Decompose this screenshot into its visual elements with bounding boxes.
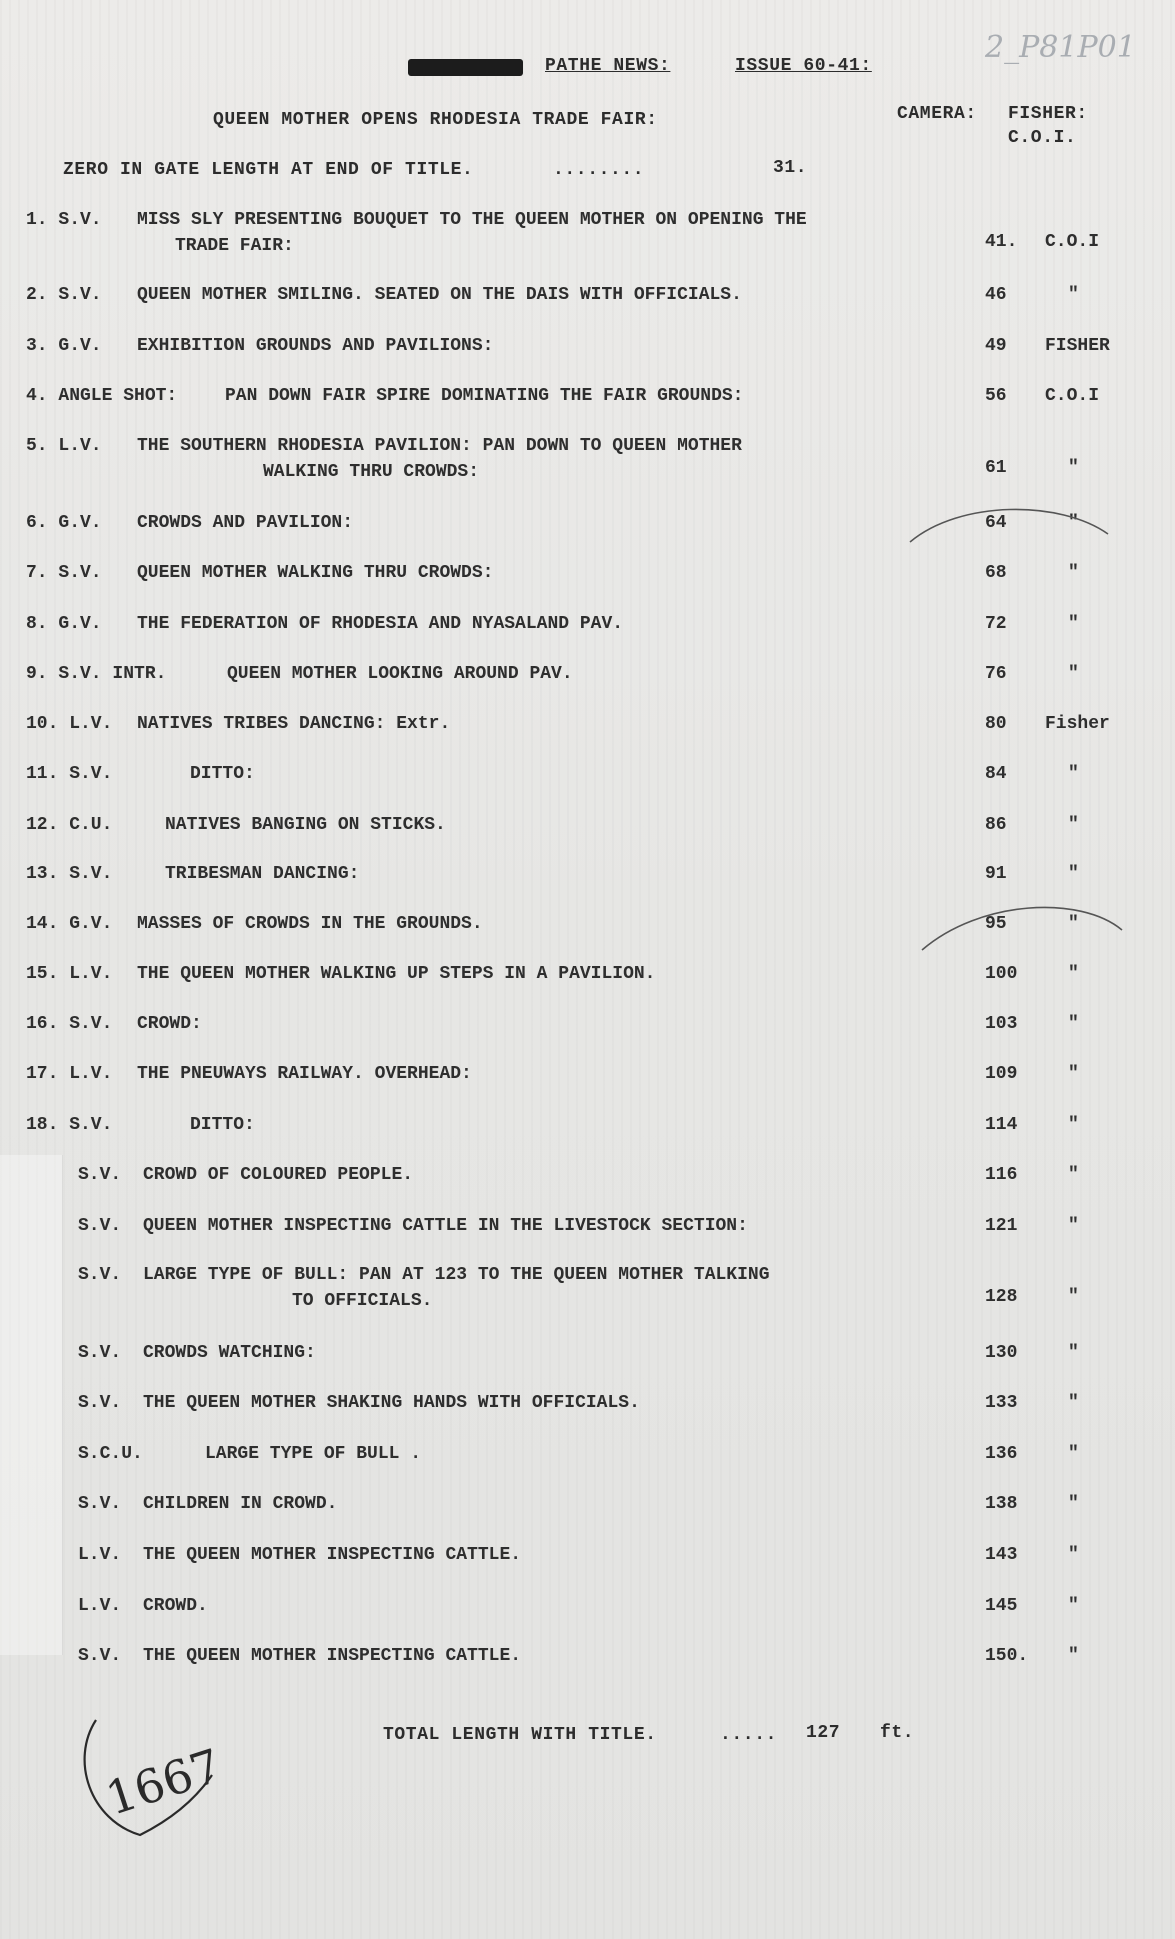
shot-length: 143: [985, 1545, 1018, 1565]
zero-line-value: 31.: [773, 158, 808, 178]
shot-description: NATIVES TRIBES DANCING: Extr.: [137, 714, 451, 734]
shot-camera: ": [1068, 1064, 1079, 1084]
shot-length: 138: [985, 1494, 1018, 1514]
shot-description: THE FEDERATION OF RHODESIA AND NYASALAND PAV.: [137, 614, 624, 634]
shot-code: S.V.: [78, 1646, 122, 1666]
shot-description: DITTO:: [190, 1115, 255, 1135]
shot-code: 9. S.V. INTR.: [26, 664, 167, 684]
shot-length: 72: [985, 614, 1007, 634]
shot-code: 13. S.V.: [26, 864, 113, 884]
pencil-arc-1: [910, 509, 1108, 542]
shot-camera: ": [1068, 1014, 1079, 1034]
shot-code: 6. G.V.: [26, 513, 102, 533]
shot-length: 56: [985, 386, 1007, 406]
shot-camera: ": [1068, 964, 1079, 984]
shot-camera: ": [1068, 1115, 1079, 1135]
shot-description: MISS SLY PRESENTING BOUQUET TO THE QUEEN MOTHER ON OPENING THE: [137, 210, 807, 230]
shot-camera: ": [1068, 285, 1079, 305]
camera-name-2: C.O.I.: [1008, 128, 1077, 148]
shot-length: 133: [985, 1393, 1018, 1413]
shot-camera: ": [1068, 563, 1079, 583]
shot-camera: ": [1068, 664, 1079, 684]
shot-camera: ": [1068, 1494, 1079, 1514]
shot-description: MASSES OF CROWDS IN THE GROUNDS.: [137, 914, 483, 934]
shot-description: CROWD:: [137, 1014, 202, 1034]
shot-code: 8. G.V.: [26, 614, 102, 634]
shot-description: CROWDS AND PAVILION:: [137, 513, 354, 533]
shot-code: 3. G.V.: [26, 336, 102, 356]
story-title: QUEEN MOTHER OPENS RHODESIA TRADE FAIR:: [213, 110, 658, 130]
shot-description: QUEEN MOTHER LOOKING AROUND PAV.: [227, 664, 573, 684]
shot-camera: ": [1068, 1444, 1079, 1464]
shot-description: DITTO:: [190, 764, 255, 784]
shot-length: 136: [985, 1444, 1018, 1464]
shot-description: THE QUEEN MOTHER WALKING UP STEPS IN A PAVILION.: [137, 964, 656, 984]
shot-code: S.V.: [78, 1393, 122, 1413]
shot-code: 1. S.V.: [26, 210, 102, 230]
shot-length: 130: [985, 1343, 1018, 1363]
shot-code: 4. ANGLE SHOT:: [26, 386, 178, 406]
shot-camera: ": [1068, 1343, 1079, 1363]
shot-code: S.V.: [78, 1343, 122, 1363]
shot-code: 12. C.U.: [26, 815, 113, 835]
shot-camera: ": [1068, 1545, 1079, 1565]
shot-description: CROWD OF COLOURED PEOPLE.: [143, 1165, 414, 1185]
shot-description: CROWD.: [143, 1596, 208, 1616]
shot-length: 145: [985, 1596, 1018, 1616]
shot-camera: C.O.I: [1045, 232, 1100, 252]
zero-line-label: ZERO IN GATE LENGTH AT END OF TITLE.: [63, 160, 474, 180]
shot-code: 10. L.V.: [26, 714, 113, 734]
shot-description-continued: TO OFFICIALS.: [292, 1291, 433, 1311]
total-length-label: TOTAL LENGTH WITH TITLE.: [383, 1725, 657, 1745]
shot-description: QUEEN MOTHER WALKING THRU CROWDS:: [137, 563, 494, 583]
shot-length: 84: [985, 764, 1007, 784]
shot-length: 128: [985, 1287, 1018, 1307]
shot-length: 116: [985, 1165, 1018, 1185]
shot-description-continued: WALKING THRU CROWDS:: [263, 462, 480, 482]
shot-length: 64: [985, 513, 1007, 533]
shot-length: 121: [985, 1216, 1018, 1236]
shot-code: S.V.: [78, 1494, 122, 1514]
camera-label: CAMERA:: [897, 104, 977, 124]
shot-length: 95: [985, 914, 1007, 934]
shot-length: 68: [985, 563, 1007, 583]
shot-length: 80: [985, 714, 1007, 734]
shot-description: LARGE TYPE OF BULL .: [205, 1444, 422, 1464]
shot-length: 41.: [985, 232, 1018, 252]
shot-code: 7. S.V.: [26, 563, 102, 583]
shot-length: 103: [985, 1014, 1018, 1034]
shot-description: CROWDS WATCHING:: [143, 1343, 316, 1363]
issue-label: ISSUE 60-41:: [735, 56, 872, 76]
shot-camera: ": [1068, 1393, 1079, 1413]
shot-camera: ": [1068, 1216, 1079, 1236]
shot-code: 14. G.V.: [26, 914, 113, 934]
reel-circle-stroke: [85, 1720, 212, 1835]
shot-camera: ": [1068, 458, 1079, 478]
shot-description: PAN DOWN FAIR SPIRE DOMINATING THE FAIR GROUNDS:: [225, 386, 744, 406]
shot-description: THE QUEEN MOTHER INSPECTING CATTLE.: [143, 1545, 522, 1565]
shot-code: 17. L.V.: [26, 1064, 113, 1084]
shot-code: L.V.: [78, 1545, 122, 1565]
shot-code: S.V.: [78, 1165, 122, 1185]
shot-description: THE QUEEN MOTHER INSPECTING CATTLE.: [143, 1646, 522, 1666]
shot-camera: Fisher: [1045, 714, 1110, 734]
shot-description: QUEEN MOTHER INSPECTING CATTLE IN THE LIVESTOCK SECTION:: [143, 1216, 748, 1236]
shot-length: 49: [985, 336, 1007, 356]
shot-camera: ": [1068, 1596, 1079, 1616]
shot-length: 109: [985, 1064, 1018, 1084]
shot-camera: ": [1068, 513, 1079, 533]
shot-description: QUEEN MOTHER SMILING. SEATED ON THE DAIS WITH OFFICIALS.: [137, 285, 742, 305]
zero-line-dots: ........: [553, 160, 645, 180]
shot-length: 150.: [985, 1646, 1029, 1666]
shot-code: 18. S.V.: [26, 1115, 113, 1135]
shot-code: S.V.: [78, 1216, 122, 1236]
shot-code: 2. S.V.: [26, 285, 102, 305]
shot-camera: ": [1068, 614, 1079, 634]
shot-code: 11. S.V.: [26, 764, 113, 784]
shot-camera: ": [1068, 1287, 1079, 1307]
shot-code: S.V.: [78, 1265, 122, 1285]
shot-camera: ": [1068, 815, 1079, 835]
source-label: PATHE NEWS:: [545, 56, 671, 76]
total-length-unit: ft.: [880, 1723, 915, 1743]
handwritten-reel-number: 1667: [99, 1738, 228, 1826]
shot-camera: C.O.I: [1045, 386, 1100, 406]
shot-description: THE QUEEN MOTHER SHAKING HANDS WITH OFFICIALS.: [143, 1393, 640, 1413]
shot-length: 76: [985, 664, 1007, 684]
shot-camera: ": [1068, 1165, 1079, 1185]
shot-camera: ": [1068, 914, 1079, 934]
shot-length: 61: [985, 458, 1007, 478]
shot-length: 46: [985, 285, 1007, 305]
shot-description: TRIBESMAN DANCING:: [165, 864, 360, 884]
shot-description-continued: TRADE FAIR:: [175, 236, 294, 256]
shot-length: 86: [985, 815, 1007, 835]
shot-description: THE SOUTHERN RHODESIA PAVILION: PAN DOWN TO QUEEN MOTHER: [137, 436, 742, 456]
shot-code: L.V.: [78, 1596, 122, 1616]
shot-code: 16. S.V.: [26, 1014, 113, 1034]
handwritten-ref-number: 2_P81P01: [985, 30, 1136, 65]
pencil-arc-2: [922, 907, 1122, 950]
shot-description: THE PNEUWAYS RAILWAY. OVERHEAD:: [137, 1064, 472, 1084]
shot-code: S.C.U.: [78, 1444, 143, 1464]
shot-camera: ": [1068, 864, 1079, 884]
total-length-dots: .....: [720, 1725, 778, 1745]
shot-description: NATIVES BANGING ON STICKS.: [165, 815, 446, 835]
shot-description: CHILDREN IN CROWD.: [143, 1494, 338, 1514]
shot-length: 114: [985, 1115, 1018, 1135]
shot-length: 91: [985, 864, 1007, 884]
shot-length: 100: [985, 964, 1018, 984]
shot-camera: ": [1068, 764, 1079, 784]
shot-camera: FISHER: [1045, 336, 1110, 356]
camera-name-1: FISHER:: [1008, 104, 1088, 124]
shot-description: EXHIBITION GROUNDS AND PAVILIONS:: [137, 336, 494, 356]
shot-code: 15. L.V.: [26, 964, 113, 984]
shot-description: LARGE TYPE OF BULL: PAN AT 123 TO THE QUEEN MOTHER TALKING: [143, 1265, 770, 1285]
shot-camera: ": [1068, 1646, 1079, 1666]
total-length-value: 127: [806, 1723, 841, 1743]
shot-code: 5. L.V.: [26, 436, 102, 456]
